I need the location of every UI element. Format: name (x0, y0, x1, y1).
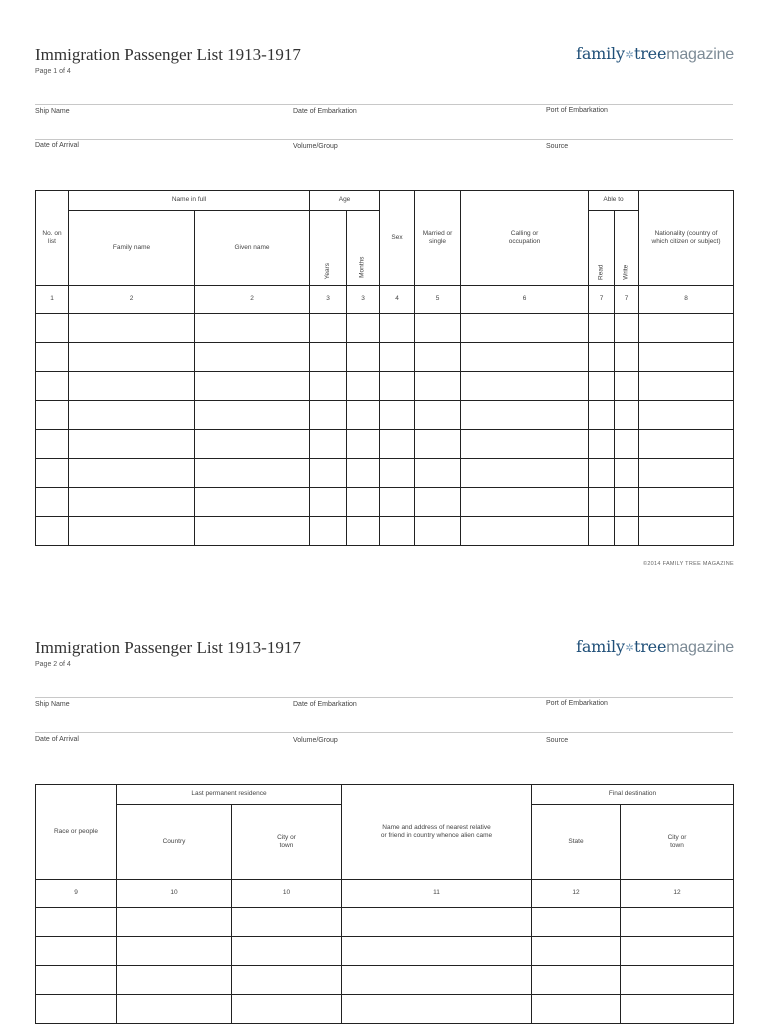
table-row (36, 401, 734, 430)
entry-cell[interactable] (589, 372, 615, 401)
page-number: Page 1 of 4 (35, 68, 71, 75)
table-row (36, 937, 734, 966)
logo-tree: tree (634, 637, 667, 656)
column-number: 1 (36, 286, 69, 314)
entry-cell[interactable] (415, 430, 461, 459)
entry-cell[interactable] (69, 459, 195, 488)
entry-cell[interactable] (380, 372, 415, 401)
entry-cell[interactable] (117, 908, 232, 937)
entry-cell[interactable] (621, 995, 734, 1024)
entry-cell[interactable] (461, 488, 589, 517)
entry-cell[interactable] (232, 966, 342, 995)
entry-cell[interactable] (342, 966, 532, 995)
table-row (36, 966, 734, 995)
column-number: 7 (615, 286, 639, 314)
header-family-name: Family name (69, 211, 195, 286)
copyright-notice: ©2014 FAMILY TREE MAGAZINE (642, 561, 734, 567)
header-final-destination: Final destination (532, 785, 734, 805)
header-given-name: Given name (195, 211, 310, 286)
header-country: Country (117, 805, 232, 880)
entry-cell[interactable] (639, 314, 734, 343)
passenger-table-page-1 (35, 190, 734, 546)
header-write (615, 211, 639, 286)
entry-cell[interactable] (36, 966, 117, 995)
header-months (347, 211, 380, 286)
page-number: Page 2 of 4 (35, 661, 71, 668)
entry-cell[interactable] (639, 401, 734, 430)
header-able-to: Able to (589, 191, 639, 211)
entry-cell[interactable] (232, 937, 342, 966)
entry-cell[interactable] (310, 459, 347, 488)
entry-cell[interactable] (195, 488, 310, 517)
entry-cell[interactable] (310, 314, 347, 343)
entry-cell[interactable] (380, 488, 415, 517)
entry-cell[interactable] (380, 430, 415, 459)
entry-cell[interactable] (36, 372, 69, 401)
entry-cell[interactable] (69, 314, 195, 343)
column-number: 3 (347, 286, 380, 314)
port-of-embarkation-label: Port of Embarkation (546, 700, 608, 707)
entry-cell[interactable] (532, 995, 621, 1024)
logo-tree: tree (634, 44, 667, 63)
entry-cell[interactable] (621, 966, 734, 995)
column-number: 8 (639, 286, 734, 314)
entry-cell[interactable] (310, 401, 347, 430)
column-number: 11 (342, 880, 532, 908)
date-of-arrival-label: Date of Arrival (35, 736, 79, 743)
divider (35, 104, 733, 105)
entry-cell[interactable] (639, 343, 734, 372)
write-label: Write (622, 264, 630, 280)
logo-magazine: magazine (666, 46, 734, 63)
entry-cell[interactable] (195, 459, 310, 488)
read-label: Read (597, 264, 605, 280)
entry-cell[interactable] (415, 372, 461, 401)
header-married-or-single: Married or single (415, 191, 461, 286)
entry-cell[interactable] (639, 488, 734, 517)
header-calling-or-occupation: Calling or occupation (461, 191, 589, 286)
entry-cell[interactable] (310, 372, 347, 401)
family-tree-magazine-logo (576, 44, 734, 64)
header-destination-city-or-town: City or town (621, 805, 734, 880)
entry-cell[interactable] (232, 995, 342, 1024)
header-age: Age (310, 191, 380, 211)
entry-cell[interactable] (589, 343, 615, 372)
entry-cell[interactable] (589, 488, 615, 517)
entry-cell[interactable] (36, 517, 69, 546)
header-no-on-list: No. on list (36, 191, 69, 286)
entry-cell[interactable] (36, 459, 69, 488)
column-number: 2 (69, 286, 195, 314)
divider (35, 697, 733, 698)
entry-cell[interactable] (461, 343, 589, 372)
months-label: Months (358, 256, 366, 278)
entry-cell[interactable] (615, 430, 639, 459)
table-row (36, 517, 734, 546)
entry-cell[interactable] (195, 430, 310, 459)
entry-cell[interactable] (69, 401, 195, 430)
column-number: 2 (195, 286, 310, 314)
entry-cell[interactable] (615, 488, 639, 517)
source-label: Source (546, 737, 569, 744)
entry-cell[interactable] (36, 488, 69, 517)
volume-group-label: Volume/Group (293, 143, 338, 150)
tree-icon: ✲ (625, 50, 634, 61)
tree-icon: ✲ (625, 643, 634, 654)
entry-cell[interactable] (589, 517, 615, 546)
entry-cell[interactable] (380, 343, 415, 372)
entry-cell[interactable] (310, 430, 347, 459)
entry-cell[interactable] (639, 459, 734, 488)
entry-cell[interactable] (639, 517, 734, 546)
entry-cell[interactable] (415, 459, 461, 488)
entry-cell[interactable] (347, 430, 380, 459)
column-number: 5 (415, 286, 461, 314)
entry-cell[interactable] (461, 459, 589, 488)
entry-cell[interactable] (36, 401, 69, 430)
entry-cell[interactable] (117, 966, 232, 995)
entry-cell[interactable] (342, 995, 532, 1024)
date-of-embarkation-label: Date of Embarkation (293, 701, 357, 708)
entry-cell[interactable] (415, 488, 461, 517)
date-of-embarkation-label: Date of Embarkation (293, 108, 357, 115)
entry-cell[interactable] (615, 372, 639, 401)
entry-cell[interactable] (347, 488, 380, 517)
years-label: Years (323, 262, 331, 279)
date-of-arrival-label: Date of Arrival (35, 142, 79, 149)
entry-cell[interactable] (589, 401, 615, 430)
entry-cell[interactable] (195, 401, 310, 430)
table-row (36, 343, 734, 372)
entry-cell[interactable] (69, 430, 195, 459)
header-years (310, 211, 347, 286)
source-label: Source (546, 143, 569, 150)
divider (35, 732, 733, 733)
entry-cell[interactable] (415, 401, 461, 430)
header-nationality: Nationality (country of which citizen or subject) (639, 191, 734, 286)
entry-cell[interactable] (615, 459, 639, 488)
divider (35, 139, 733, 140)
entry-cell[interactable] (342, 908, 532, 937)
column-number: 12 (532, 880, 621, 908)
entry-cell[interactable] (117, 937, 232, 966)
entry-cell[interactable] (36, 995, 117, 1024)
entry-cell[interactable] (69, 488, 195, 517)
header-nearest-relative: Name and address of nearest relative or friend in country whence alien came (342, 785, 532, 880)
entry-cell[interactable] (639, 430, 734, 459)
header-name-in-full: Name in full (69, 191, 310, 211)
entry-cell[interactable] (415, 314, 461, 343)
entry-cell[interactable] (69, 343, 195, 372)
entry-cell[interactable] (195, 314, 310, 343)
table-row (36, 372, 734, 401)
header-sex: Sex (380, 191, 415, 286)
column-number: 10 (117, 880, 232, 908)
entry-cell[interactable] (615, 401, 639, 430)
column-number-row (36, 286, 734, 314)
header-race-or-people: Race or people (36, 785, 117, 880)
header-city-or-town: City or town (232, 805, 342, 880)
ship-name-label: Ship Name (35, 108, 70, 115)
entry-cell[interactable] (415, 517, 461, 546)
entry-cell[interactable] (615, 517, 639, 546)
table-row (36, 459, 734, 488)
entry-cell[interactable] (310, 343, 347, 372)
logo-family: family (576, 637, 625, 656)
entry-cell[interactable] (232, 908, 342, 937)
column-number: 4 (380, 286, 415, 314)
entry-cell[interactable] (36, 314, 69, 343)
entry-cell[interactable] (589, 430, 615, 459)
entry-cell[interactable] (195, 517, 310, 546)
column-number: 6 (461, 286, 589, 314)
volume-group-label: Volume/Group (293, 737, 338, 744)
header-read (589, 211, 615, 286)
entry-cell[interactable] (36, 908, 117, 937)
logo-magazine: magazine (666, 639, 734, 656)
header-state: State (532, 805, 621, 880)
entry-cell[interactable] (195, 372, 310, 401)
logo-family: family (576, 44, 625, 63)
entry-cell[interactable] (36, 343, 69, 372)
column-number: 9 (36, 880, 117, 908)
entry-cell[interactable] (69, 517, 195, 546)
table-row (36, 908, 734, 937)
entry-cell[interactable] (615, 314, 639, 343)
column-number: 7 (589, 286, 615, 314)
entry-cell[interactable] (347, 459, 380, 488)
table-row (36, 430, 734, 459)
column-number: 3 (310, 286, 347, 314)
entry-cell[interactable] (380, 517, 415, 546)
entry-cell[interactable] (532, 908, 621, 937)
entry-cell[interactable] (380, 401, 415, 430)
entry-cell[interactable] (461, 314, 589, 343)
entry-cell[interactable] (310, 488, 347, 517)
entry-cell[interactable] (347, 401, 380, 430)
entry-cell[interactable] (69, 372, 195, 401)
port-of-embarkation-label: Port of Embarkation (546, 107, 608, 114)
entry-cell[interactable] (461, 372, 589, 401)
entry-cell[interactable] (615, 343, 639, 372)
entry-cell[interactable] (639, 372, 734, 401)
entry-cell[interactable] (532, 937, 621, 966)
entry-cell[interactable] (380, 314, 415, 343)
page-title: Immigration Passenger List 1913-1917 (35, 45, 301, 64)
entry-cell[interactable] (347, 314, 380, 343)
header-last-permanent-residence: Last permanent residence (117, 785, 342, 805)
page-title: Immigration Passenger List 1913-1917 (35, 638, 301, 657)
entry-cell[interactable] (589, 314, 615, 343)
entry-cell[interactable] (347, 343, 380, 372)
entry-cell[interactable] (310, 517, 347, 546)
entry-cell[interactable] (461, 430, 589, 459)
entry-cell[interactable] (342, 937, 532, 966)
table-row (36, 488, 734, 517)
family-tree-magazine-logo (576, 637, 734, 657)
entry-cell[interactable] (621, 908, 734, 937)
entry-cell[interactable] (36, 937, 117, 966)
column-number-row (36, 880, 734, 908)
entry-cell[interactable] (461, 401, 589, 430)
entry-cell[interactable] (461, 517, 589, 546)
entry-cell[interactable] (415, 343, 461, 372)
entry-cell[interactable] (532, 966, 621, 995)
residence-table-page-2 (35, 784, 734, 1024)
column-number: 10 (232, 880, 342, 908)
entry-cell[interactable] (117, 995, 232, 1024)
entry-cell[interactable] (589, 459, 615, 488)
column-number: 12 (621, 880, 734, 908)
entry-cell[interactable] (347, 517, 380, 546)
entry-cell[interactable] (195, 343, 310, 372)
entry-cell[interactable] (36, 430, 69, 459)
table-row (36, 995, 734, 1024)
entry-cell[interactable] (347, 372, 380, 401)
table-row (36, 314, 734, 343)
entry-cell[interactable] (380, 459, 415, 488)
entry-cell[interactable] (621, 937, 734, 966)
ship-name-label: Ship Name (35, 701, 70, 708)
